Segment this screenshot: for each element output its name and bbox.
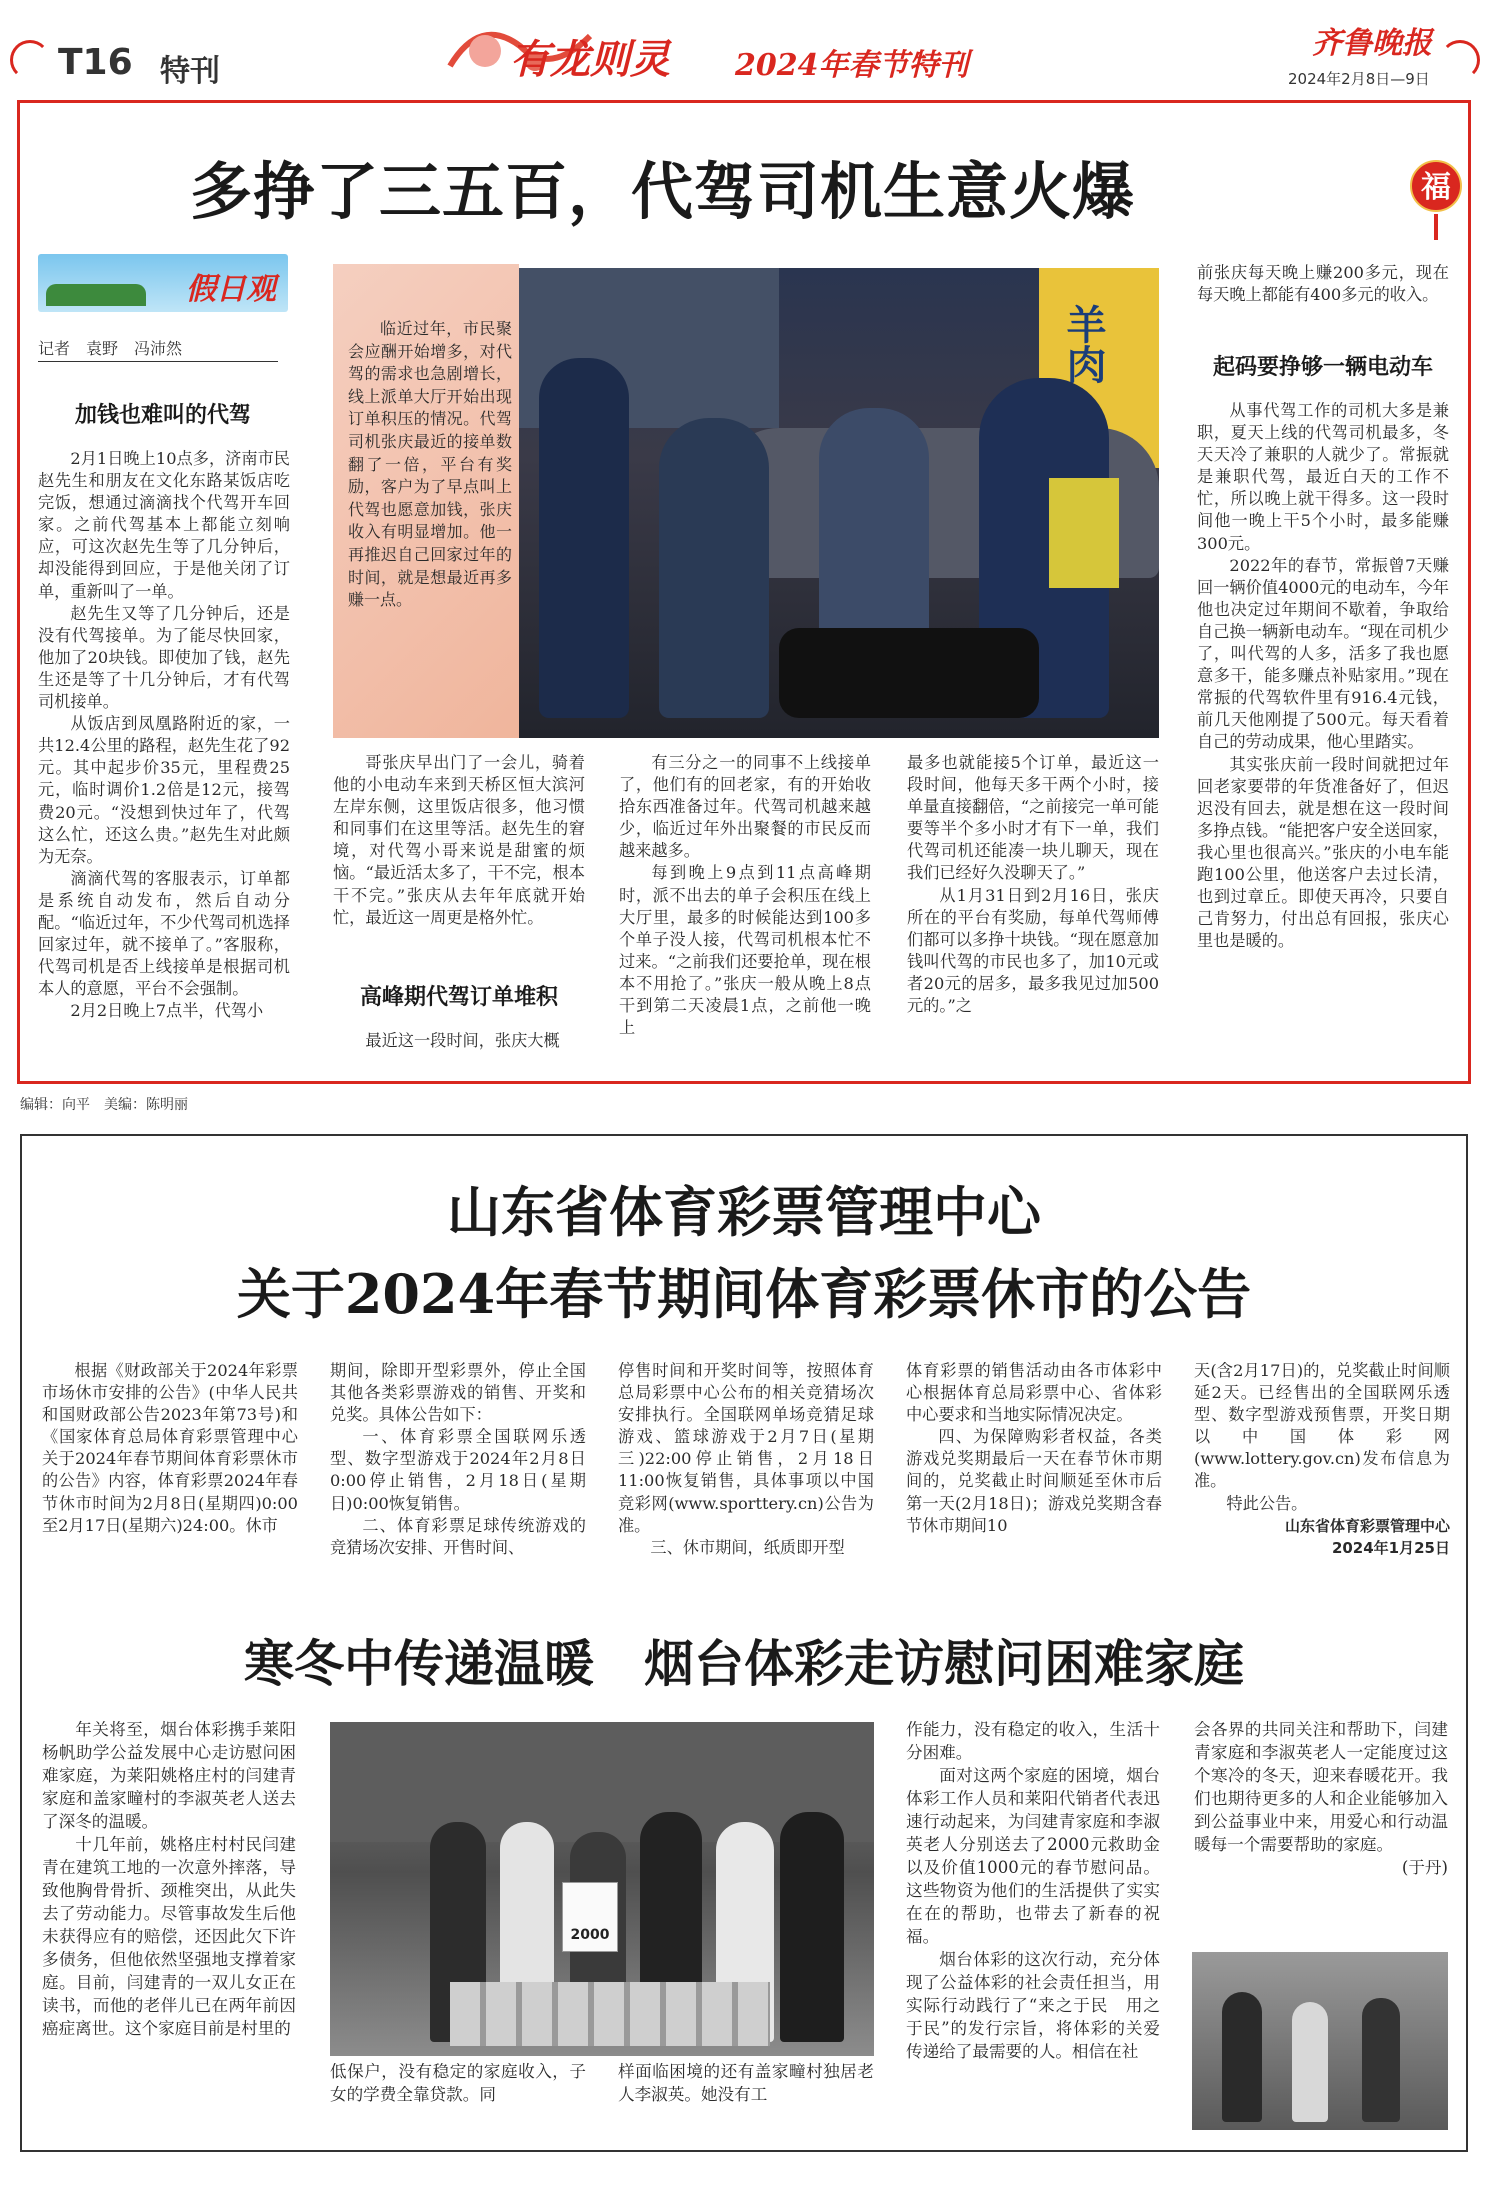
story2-column-3 xyxy=(618,2060,874,2106)
photo-walker-1 xyxy=(1222,1992,1262,2122)
column-tag xyxy=(38,254,288,312)
photo-person-f xyxy=(780,1812,844,2042)
story1-column-1 xyxy=(38,448,290,1022)
notice-column-4 xyxy=(906,1360,1162,1537)
notice-signature: 山东省体育彩票管理中心 xyxy=(1284,1516,1450,1535)
photo-bike xyxy=(779,628,1039,718)
paragraph: 根据《财政部关于2024年彩票市场休市安排的公告》(中华人民共和国财政部公告2023年第73号)和《国家体育总局体育彩票管理中心关于2024年春节期间体育彩票休市的公告》内容，体育彩票2024年春节休市时间为2月8日(星期四)0:00至2月17日(星期六)24:00。休市 xyxy=(42,1361,298,1535)
paragraph: 作能力，没有稳定的收入，生活十分困难。 xyxy=(906,1720,1160,1762)
donation-amount: 2000 xyxy=(570,1927,610,1943)
notice-column-1 xyxy=(42,1360,298,1537)
caption-text: 临近过年，市民聚会应酬开始增多，对代驾的需求也急剧增长，线上派单大厅开始出现订单积压的情况。代驾司机张庆最近的接单数翻了一倍，平台有奖励，客户为了早点叫上代驾也愿意加钱，张庆收入有明显增加。他一再推迟自己回家过年的时间，就是想最近再多赚一点。 xyxy=(348,319,512,610)
paragraph: 2022年的春节，常振曾7天赚回一辆价值4000元的电动车，今年他也决定过年期间不歇着，争取给自己换一辆新电动车。“现在司机少了，叫代驾的人多，活多了我也愿意多干，能多赚点补贴家用。”现在常振的代驾软件里有916.4元钱，前几天他刚提了500元。每天看着自己的劳动成果，他心里踏实。 xyxy=(1197,555,1449,752)
visit-photo xyxy=(1192,1952,1448,2130)
story2-column-1 xyxy=(42,1718,296,2040)
corner-ornament-left xyxy=(10,40,50,80)
corner-ornament-right xyxy=(1440,40,1480,80)
byline: 记者 袁野 冯沛然 xyxy=(38,336,278,362)
paragraph: 有三分之一的同事不上线接单了，他们有的回老家，有的开始收拾东西准备过年。代驾司机越来越少，临近过年外出聚餐的市民反而越来越多。 xyxy=(619,753,871,861)
fu-character: 福 xyxy=(1421,170,1451,205)
paragraph: 最多也就能接5个订单，最近这一段时间，他每天多干两个小时，接单量直接翻倍，“之前接完一单可能要等半个多小时才有下一单，我们代驾司机还能凑一块儿聊天，现在我们已经好久没聊天了。” xyxy=(907,753,1159,883)
photo-donation-board xyxy=(562,1882,618,1952)
paragraph: 体育彩票的销售活动由各市体彩中心根据体育总局彩票中心、省体彩中心要求和当地实际情况决定。 xyxy=(906,1361,1162,1425)
subhead-3: 起码要挣够一辆电动车 xyxy=(1212,354,1433,380)
story2-title: 寒冬中传递温暖 烟台体彩走访慰问困难家庭 xyxy=(244,1634,1244,1693)
notice-title-1: 山东省体育彩票管理中心 xyxy=(447,1180,1041,1244)
story2-column-2 xyxy=(330,2060,586,2106)
paragraph: 样面临困境的还有盖家疃村独居老人李淑英。她没有工 xyxy=(618,2062,874,2104)
photo-person-1 xyxy=(539,358,629,718)
issue-date: 2024年2月8日—9日 xyxy=(1288,70,1430,88)
section-label: 特刊 xyxy=(160,54,220,89)
paragraph: 期间，除即开型彩票外，停止全国其他各类彩票游戏的销售、开奖和兑奖。具体公告如下： xyxy=(330,1361,586,1425)
paragraph: 2月1日晚上10点多，济南市民赵先生和朋友在文化东路某饭店吃完饭，想通过滴滴找个代驾开车回家。之前代驾基本上都能立刻响应，可这次赵先生等了几分钟后，却没能得到回应，于是他关闭了订单，重新叫了一单。 xyxy=(38,449,290,601)
paragraph: 特此公告。 xyxy=(1226,1493,1308,1513)
fu-lantern xyxy=(1410,160,1462,212)
subhead-1: 加钱也难叫的代驾 xyxy=(74,402,251,428)
story2-author: (于丹) xyxy=(1401,1858,1448,1877)
banner-title: 有龙则灵 xyxy=(510,36,670,83)
story1-column-5 xyxy=(1197,262,1449,306)
paragraph: 面对这两个家庭的困境，烟台体彩工作人员和莱阳代销者代表迅速行动起来，为闫建青家庭和李淑英老人分别送去了2000元救助金以及价值1000元的春节慰问品。这些物资为他们的生活提供了实实在在的帮助，也带去了新春的祝福。 xyxy=(906,1766,1160,1946)
paragraph: 前张庆每天晚上赚200多元，现在每天晚上都能有400多元的收入。 xyxy=(1197,263,1449,305)
paragraph: 烟台体彩的这次行动，充分体现了公益体彩的社会责任担当，用实际行动践行了“来之于民 用之于民”的发行宗旨，将体彩的关爱传递给了最需要的人。相信在社 xyxy=(906,1950,1160,2061)
paragraph: 十几年前，姚格庄村村民闫建青在建筑工地的一次意外摔落，导致他胸骨骨折、颈椎突出，从此失去了劳动能力。尽管事故发生后他未获得应有的赔偿，还因此欠下许多债务，但他依然坚强地支撑着家庭。目前，闫建青的一双儿女正在读书，而他的老伴儿已在两年前因癌症离世。这个家庭目前是村里的 xyxy=(42,1835,296,2038)
photo-walker-3 xyxy=(1362,1998,1400,2122)
newspaper-logo: 齐鲁晚报 xyxy=(1312,26,1432,61)
column-tag-label: 假日观 xyxy=(186,272,276,307)
photo-person-2 xyxy=(659,418,769,718)
page-number: T16 xyxy=(58,42,133,83)
paragraph: 哥张庆早出门了一会儿，骑着他的小电动车来到天桥区恒大滨河左岸东侧，这里饭店很多，他习惯和同事们在这里等活。赵先生的窘境，对代驾小哥来说是甜蜜的烦恼。“最近活太多了，干不完，根本干不完。”张庆从去年年底就开始忙，最近这一周更是格外忙。 xyxy=(333,753,585,927)
paragraph: 滴滴代驾的客服表示，订单都是系统自动发布，然后自动分配。“临近过年，不少代驾司机选择回家过年，就不接单了。”客服称，代驾司机是否上线接单是根据司机本人的意愿，平台不会强制。 xyxy=(38,868,290,999)
notice-title-2: 关于2024年春节期间体育彩票休市的公告 xyxy=(236,1262,1252,1326)
subhead-2: 高峰期代驾订单堆积 xyxy=(359,984,558,1010)
column-tag-decor xyxy=(46,284,146,306)
shop-sign-text: 羊肉 xyxy=(1060,304,1107,384)
news-photo-drivers xyxy=(519,268,1159,738)
photo-gift-bags xyxy=(450,1982,770,2046)
paragraph: 从1月31日到2月16日，张庆所在的平台有奖励，每单代驾师傅们都可以多挣十块钱。“现在愿意加钱叫代驾的市民也多了，加10元或者20元的居多，最多我见过加500元的。”之 xyxy=(907,885,1159,1016)
photo-vest xyxy=(1049,478,1119,588)
story1-column-4 xyxy=(907,752,1159,1017)
paragraph: 每到晚上9点到11点高峰期时，派不出去的单子会积压在线上大厅里，最多的时候能达到100多个单子没人接，代驾司机根本忙不过来。“之前我们还要抢单，现在根本不用抢了。”张庆一般从晚上8点干到第二天凌晨1点，之前他一晚上 xyxy=(619,863,871,1038)
notice-column-5 xyxy=(1194,1360,1450,1559)
paragraph: 二、体育彩票足球传统游戏的竞猜场次安排、开售时间、 xyxy=(330,1515,586,1557)
paragraph: 四、为保障购彩者权益，各类游戏兑奖期最后一天在春节休市期间的，兑奖截止时间顺延至休市后第一天(2月18日)；游戏兑奖期含春节休市期间10 xyxy=(906,1427,1162,1535)
notice-column-2 xyxy=(330,1360,586,1559)
paragraph: 最近这一段时间，张庆大概 xyxy=(365,1031,560,1050)
story1-column-2 xyxy=(333,752,585,929)
lantern-tassel xyxy=(1434,214,1438,240)
story2-column-4 xyxy=(906,1718,1160,2063)
photo-caption xyxy=(348,318,512,612)
paragraph: 从事代驾工作的司机大多是兼职，夏天上线的代驾司机最多，冬天天冷了兼职的人就少了。常振就是兼职代驾，最近白天的工作不忙，所以晚上就干得多。这一段时间他一晚上干5个小时，最多能赚300元。 xyxy=(1197,401,1449,553)
story2-column-5 xyxy=(1194,1718,1448,1879)
notice-column-3 xyxy=(618,1360,874,1559)
paragraph: 低保户，没有稳定的家庭收入，子女的学费全靠贷款。同 xyxy=(330,2062,586,2104)
story1-column-5b xyxy=(1197,400,1449,952)
paragraph: 停售时间和开奖时间等，按照体育总局彩票中心公布的相关竞猜场次安排执行。全国联网单场竞猜足球游戏、篮球游戏于2月7日(星期三)22:00停止销售，2月18日11:00恢复销售，具体事项以中国竞彩网(www.sporttery.cn)公告为准。 xyxy=(618,1361,874,1535)
photo-walker-2 xyxy=(1292,2002,1328,2122)
notice-date: 2024年1月25日 xyxy=(1331,1538,1450,1557)
paragraph: 从饭店到凤凰路附近的家，一共12.4公里的路程，赵先生花了92元。其中起步价35元，里程费25元，临时调价1.2倍是12元，接驾费20元。“没想到快过年了，代驾这么忙，还这么贵。”赵先生对此颇为无奈。 xyxy=(38,714,290,866)
paragraph: 年关将至，烟台体彩携手莱阳杨帆助学公益发展中心走访慰问困难家庭，为莱阳姚格庄村的闫建青家庭和盖家疃村的李淑英老人送去了深冬的温暖。 xyxy=(42,1720,296,1831)
charity-photo xyxy=(330,1722,874,2056)
paragraph: 2月2日晚上7点半，代驾小 xyxy=(70,1001,264,1021)
paragraph: 三、休市期间，纸质即开型 xyxy=(650,1537,845,1557)
story1-column-3 xyxy=(619,752,871,1039)
paragraph: 会各界的共同关注和帮助下，闫建青家庭和李淑英老人一定能度过这个寒冷的冬天，迎来春暖花开。我们也期待更多的人和企业能够加入到公益事业中来，用爱心和行动温暖每一个需要帮助的家庭。 xyxy=(1194,1720,1448,1854)
page-header xyxy=(0,0,1488,100)
paragraph: 赵先生又等了几分钟后，还是没有代驾接单。为了能尽快回家，他加了20块钱。即使加了钱，赵先生还是等了十几分钟后，才有代驾司机接单。 xyxy=(38,603,290,712)
story1-column-2b xyxy=(333,1030,585,1052)
editor-credits: 编辑：向平 美编：陈明丽 xyxy=(20,1097,188,1113)
banner-subtitle: 2024年春节特刊 xyxy=(735,48,969,83)
story-title: 多挣了三五百，代驾司机生意火爆 xyxy=(190,155,1136,228)
paragraph: 天(含2月17日)的，兑奖截止时间顺延2天。已经售出的全国联网乐透型、数字型游戏预售票，开奖日期以中国体彩网(www.lottery.gov.cn)发布信息为准。 xyxy=(1194,1361,1450,1491)
paragraph: 其实张庆前一段时间就把过年回老家要带的年货准备好了，但迟迟没有回去，就是想在这一段时间多挣点钱。“能把客户安全送回家，我心里也很高兴。”张庆的小电车能跑100公里，他送客户去过长清，也到过章丘。即使天再冷，只要自己肯努力，付出总有回报，张庆心里也是暖的。 xyxy=(1197,754,1449,951)
paragraph: 一、体育彩票全国联网乐透型、数字型游戏于2024年2月8日0:00停止销售，2月18日(星期日)0:00恢复销售。 xyxy=(330,1427,586,1513)
